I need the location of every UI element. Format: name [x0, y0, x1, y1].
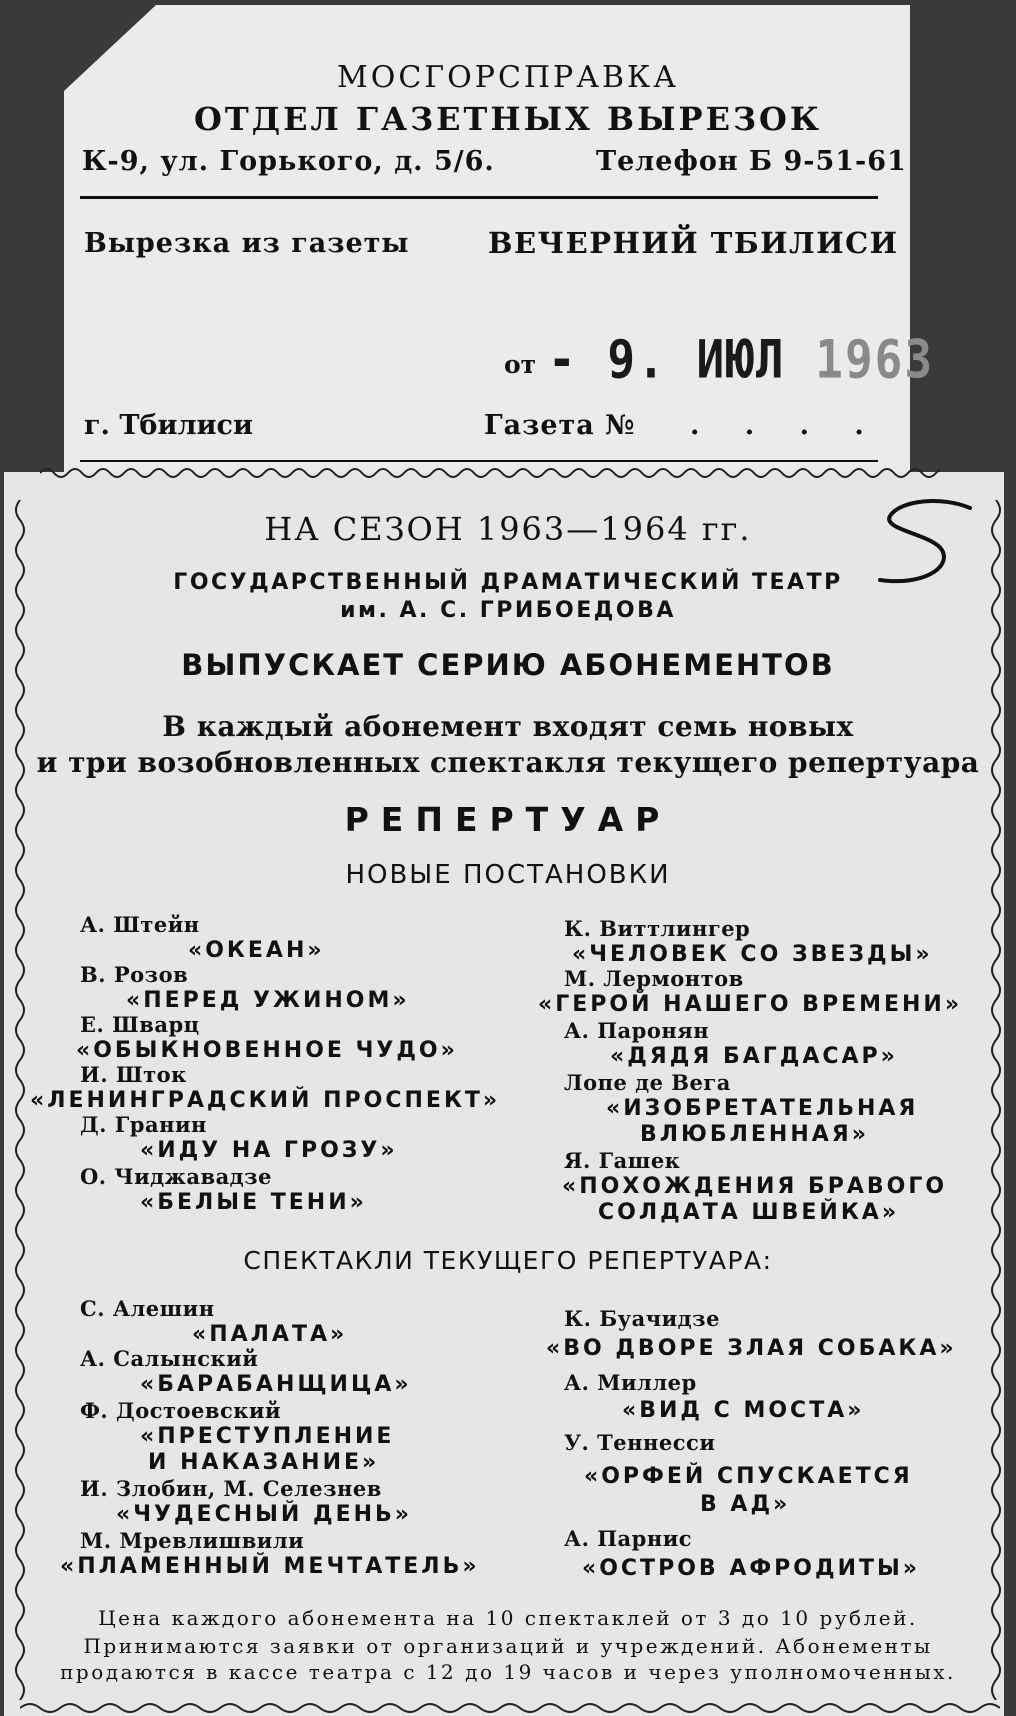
play-author: С. Алешин [80, 1296, 215, 1321]
new-productions-heading: НОВЫЕ ПОСТАНОВКИ [345, 860, 671, 890]
play-author: М. Мревлишвили [80, 1528, 305, 1553]
play-title: «ОКЕАН» [188, 938, 325, 963]
wavy-border-bottom [20, 1700, 1000, 1716]
box-office-note: продаются в кассе театра с 12 до 19 часов и через уполномоченных. [60, 1660, 956, 1684]
phone: Телефон Б 9-51-61 [596, 146, 907, 177]
play-author: К. Виттлингер [564, 916, 751, 941]
play-title: «ЧУДЕСНЫЙ ДЕНЬ» [116, 1502, 413, 1527]
play-title-continued: В АД» [700, 1492, 791, 1517]
repertoire-heading: РЕПЕРТУАР [344, 800, 672, 839]
department-name: ОТДЕЛ ГАЗЕТНЫХ ВЫРЕЗОК [193, 100, 823, 138]
play-title-continued: СОЛДАТА ШВЕЙКА» [598, 1200, 900, 1225]
play-title: «ОСТРОВ АФРОДИТЫ» [582, 1556, 921, 1581]
play-author: А. Салынский [80, 1346, 259, 1371]
price-note: Цена каждого абонемента на 10 спектаклей от 3 до 10 рублей. [98, 1606, 918, 1630]
stamp-year: 1963 [815, 327, 935, 391]
play-title: «ДЯДЯ БАГДАСАР» [610, 1044, 898, 1069]
play-author: Лопе де Вега [564, 1070, 731, 1095]
current-repertoire-heading: СПЕКТАКЛИ ТЕКУЩЕГО РЕПЕРТУАРА: [243, 1246, 773, 1275]
wavy-border-top [40, 464, 940, 482]
play-author: Ф. Достоевский [80, 1398, 282, 1423]
play-title: «ПЕРЕД УЖИНОМ» [126, 988, 410, 1013]
play-title: «ИЗОБРЕТАТЕЛЬНАЯ [606, 1096, 919, 1121]
play-title: «ЛЕНИНГРАДСКИЙ ПРОСПЕКТ» [30, 1088, 501, 1113]
play-author: А. Паронян [564, 1018, 710, 1043]
divider [80, 460, 878, 462]
orders-note: Принимаются заявки от организаций и учреждений. Абонементы [83, 1634, 933, 1658]
play-title: «ПЛАМЕННЫЙ МЕЧТАТЕЛЬ» [60, 1554, 480, 1579]
play-title: «ЧЕЛОВЕК СО ЗВЕЗДЫ» [572, 942, 933, 967]
theatre-name-2: им. А. С. ГРИБОЕДОВА [340, 598, 676, 623]
gazeta-number-dots: . . . . [690, 410, 882, 441]
intro-line: В каждый абонемент входят семь новых [162, 710, 854, 743]
play-title: «ПАЛАТА» [192, 1322, 348, 1347]
play-title: «ОБЫКНОВЕННОЕ ЧУДО» [76, 1038, 458, 1063]
play-title: «ВИД С МОСТА» [622, 1398, 865, 1423]
stamp-day: - 9. [548, 327, 667, 391]
play-title: «ОРФЕЙ СПУСКАЕТСЯ [584, 1464, 913, 1489]
subscription-announcement: ВЫПУСКАЕТ СЕРИЮ АБОНЕМЕНТОВ [181, 648, 835, 682]
play-author: Д. Гранин [80, 1112, 207, 1137]
play-author: У. Теннесси [564, 1430, 716, 1455]
date-stamp [548, 328, 934, 390]
play-title: «ПРЕСТУПЛЕНИЕ [140, 1424, 395, 1449]
newspaper-name: ВЕЧЕРНИЙ ТБИЛИСИ [488, 226, 899, 260]
play-author: В. Розов [80, 962, 189, 987]
play-title: «ГЕРОЙ НАШЕГО ВРЕМЕНИ» [538, 992, 963, 1017]
play-author: А. Миллер [564, 1370, 697, 1395]
divider [80, 196, 878, 199]
play-title: «ВО ДВОРЕ ЗЛАЯ СОБАКА» [546, 1336, 957, 1361]
clip-label: Вырезка из газеты [84, 228, 410, 259]
season: НА СЕЗОН 1963—1964 гг. [264, 510, 752, 548]
play-author: Я. Гашек [564, 1148, 681, 1173]
play-author: И. Шток [80, 1062, 187, 1087]
play-author: О. Чиджавадзе [80, 1164, 272, 1189]
stamp-month: ИЮЛ [696, 327, 786, 391]
play-title: «ПОХОЖДЕНИЯ БРАВОГО [562, 1174, 948, 1199]
gazeta-number-label: Газета № [484, 410, 636, 441]
play-title: «БАРАБАНЩИЦА» [140, 1372, 412, 1397]
organization-name: МОСГОРСПРАВКА [337, 60, 679, 95]
play-title-continued: И НАКАЗАНИЕ» [148, 1450, 380, 1475]
play-author: К. Буачидзе [564, 1306, 720, 1331]
play-author: А. Парнис [564, 1526, 693, 1551]
play-author: И. Злобин, М. Селезнев [80, 1476, 382, 1501]
play-title: «ИДУ НА ГРОЗУ» [140, 1138, 398, 1163]
play-title: «БЕЛЫЕ ТЕНИ» [140, 1190, 367, 1215]
play-author: Е. Шварц [80, 1012, 200, 1037]
theatre-name: ГОСУДАРСТВЕННЫЙ ДРАМАТИЧЕСКИЙ ТЕАТР [173, 570, 843, 595]
date-prefix: от [504, 350, 537, 379]
address: К-9, ул. Горького, д. 5/6. [82, 146, 495, 177]
play-author: М. Лермонтов [564, 966, 744, 991]
play-author: А. Штейн [80, 912, 200, 937]
city-label: г. Тбилиси [84, 410, 254, 441]
intro-line: и три возобновленных спектакля текущего репертуара [36, 746, 980, 779]
play-title-continued: ВЛЮБЛЕННАЯ» [640, 1122, 869, 1147]
